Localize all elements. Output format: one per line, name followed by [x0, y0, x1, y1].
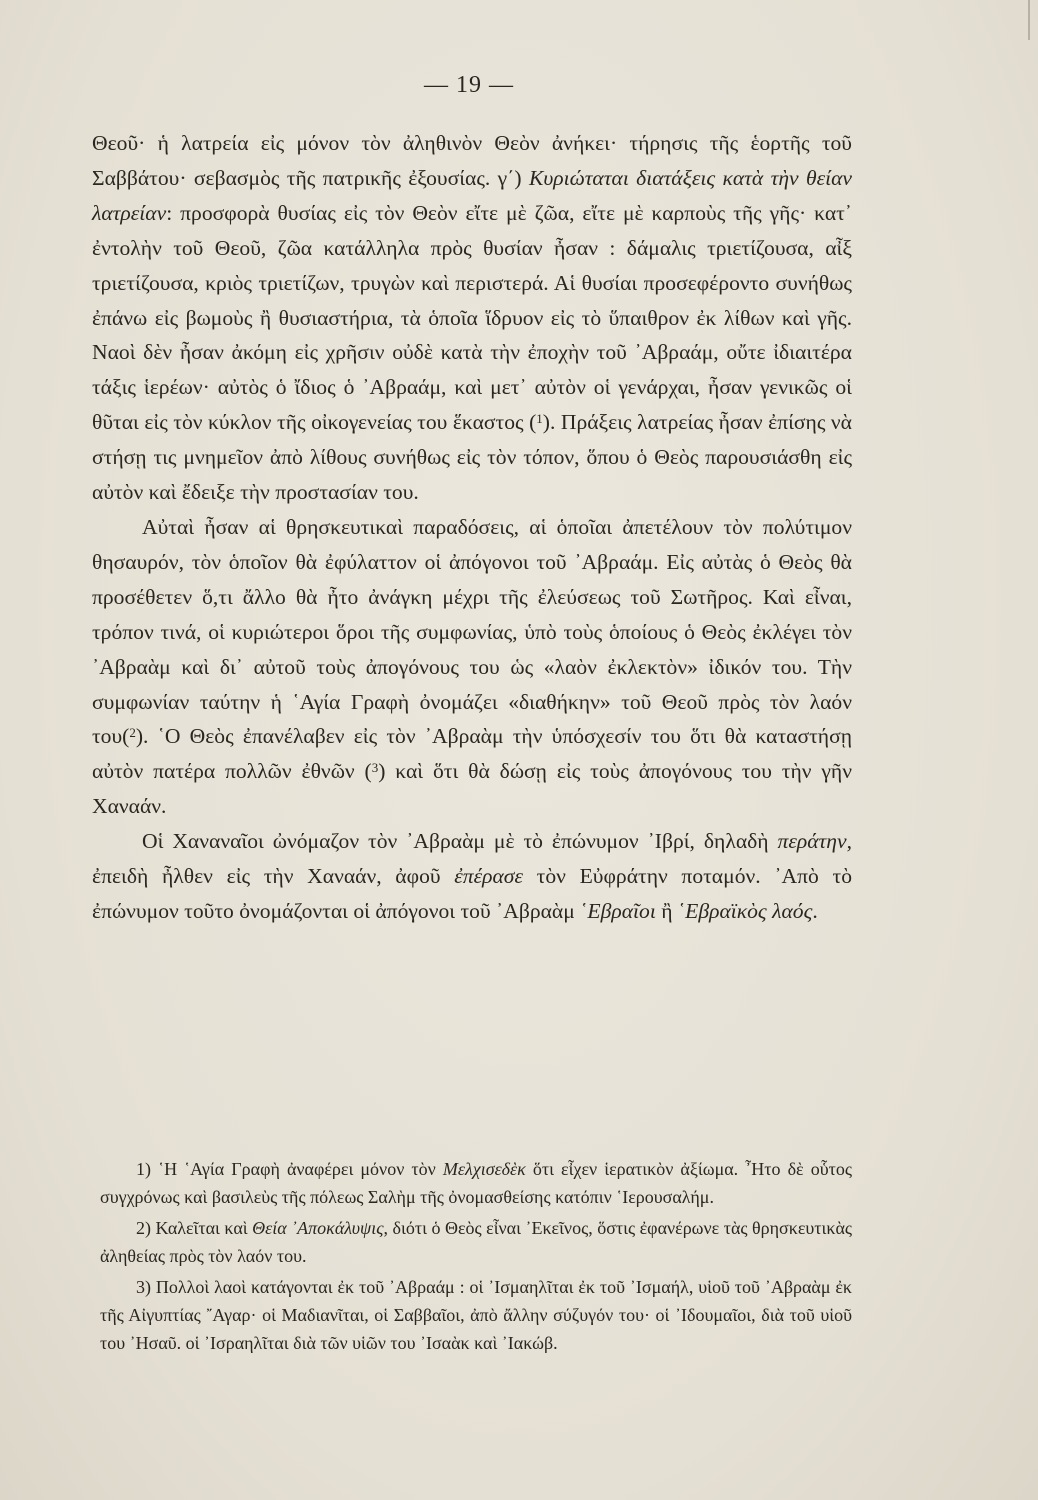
paragraph-3-italic-eperase: ἐπέρασε — [454, 864, 523, 889]
footnote-ref-2: 2 — [129, 725, 136, 741]
footnotes — [100, 1156, 852, 1361]
main-text — [92, 126, 852, 929]
paragraph-3-text-g: ἢ — [655, 898, 678, 923]
paragraph-3-italic-hebraioi: ῾Εβραῖοι — [580, 898, 656, 923]
footnote-1-italic: Μελχισεδὲκ — [442, 1159, 526, 1179]
footnote-2-text-a: 2) Καλεῖται καὶ — [136, 1218, 253, 1239]
footnote-1-text-a: 1) ῾Η ῾Αγία Γραφὴ ἀναφέρει μόνον τὸν — [136, 1159, 443, 1179]
paragraph-2-text-b: ). ῾Ο Θεὸς ἐπανέλαβεν εἰς τὸν ᾿Αβραὰμ τὴν ὑπόσχεσίν του ὅτι θὰ καταστήσῃ αὐτὸν πατέρα πολλῶν ἐθνῶν ( — [92, 724, 852, 784]
paragraph-1 — [92, 126, 852, 510]
paragraph-2 — [92, 510, 852, 824]
footnote-2-italic: Θεία ᾿Αποκάλυψις — [252, 1218, 384, 1239]
footnote-3 — [100, 1274, 852, 1357]
footnote-ref-1: 1 — [536, 411, 543, 427]
paragraph-3-italic-hebraikos-laos: ῾Εβραϊκὸς λαός — [677, 898, 813, 923]
paragraph-1-text-a: Θεοῦ· ἡ λατρεία εἰς μόνον τὸν ἀληθινὸν Θεὸν ἀνήκει· τήρησις τῆς ἑορτῆς τοῦ Σαββάτου· σεβασμὸς τῆς πατρικῆς ἐξουσίας. γ΄) — [92, 131, 852, 190]
paragraph-1-italic-heading: Κυριώταται διατάξεις κατὰ τὴν θείαν λατρείαν — [92, 165, 852, 225]
page-edge-mark — [1028, 0, 1030, 40]
footnote-3-text-a: 3) Πολλοὶ λαοὶ κατάγονται ἐκ τοῦ ᾿Αβραάμ : οἱ ᾿Ισμαηλῖται ἐκ τοῦ ᾿Ισμαήλ, υἱοῦ τοῦ ᾿Αβραὰμ ἐκ τῆς Αἰγυπτίας ῎Αγαρ· οἱ Μαδιανῖται, οἱ Σαββαῖοι, ἀπὸ ἄλλην σύζυγόν του· οἱ ᾿Ιδουμαῖοι, διὰ τοῦ υἱοῦ του ᾿Ησαῦ. οἱ ᾿Ισραηλῖται διὰ τῶν υἱῶν του ᾿Ισαὰκ καὶ ᾿Ιακώβ. — [100, 1277, 852, 1353]
paragraph-3-text-e: τὸν Εὐφράτην ποταμόν. ᾿Απὸ τὸ ἐπώνυμον τοῦτο ὀνομάζονται οἱ ἀπόγονοι τοῦ ᾿Αβραὰμ — [92, 864, 852, 923]
paragraph-1-text-d: ). Πράξεις λατρείας ἦσαν ἐπίσης νὰ στήσῃ τις μνημεῖον ἀπὸ λίθους συνήθως εἰς τὸν τόπον, ὅπου ὁ Θεὸς παρουσιάσθη εἰς αὐτὸν καὶ ἔδειξε τὴν προστασίαν του. — [92, 410, 852, 505]
paragraph-3-italic-peraten: περάτην — [777, 829, 847, 854]
page-number: — 19 — — [424, 72, 514, 98]
footnote-1-text-c: ὅτι εἶχεν ἱερατικὸν ἀξίωμα. ῏Ητο δὲ οὗτος συγχρόνως καὶ βασιλεὺς τῆς πόλεως Σαλὴμ τῆς ὀνομασθείσης κατόπιν ῾Ιερουσαλήμ. — [100, 1159, 852, 1207]
paragraph-2-text-c: ) καὶ ὅτι θὰ δώσῃ εἰς τοὺς ἀπογόνους του τὴν γῆν Χαναάν. — [92, 759, 852, 819]
paragraph-3-text-c: , ἐπειδὴ ἦλθεν εἰς τὴν Χαναάν, ἀφοῦ — [92, 829, 852, 889]
footnote-2 — [100, 1215, 852, 1270]
paragraph-3-text-a: Οἱ Χαναναῖοι ὠνόμαζον τὸν ᾿Αβραὰμ μὲ τὸ ἐπώνυμον ᾿Ιβρί, δηλαδὴ — [142, 829, 778, 854]
footnote-1 — [100, 1156, 852, 1211]
paragraph-3 — [92, 824, 852, 929]
footnote-ref-3: 3 — [371, 760, 379, 776]
paragraph-3-text-i: . — [812, 898, 818, 923]
paragraph-1-text-c: : προσφορὰ θυσίας εἰς τὸν Θεὸν εἴτε μὲ ζῶα, εἴτε μὲ καρποὺς τῆς γῆς· κατ᾽ ἐντολὴν τοῦ Θεοῦ, ζῶα κατάλληλα πρὸς θυσίαν ἦσαν : δάμαλις τριετίζουσα, αἶξ τριετίζουσα, κριὸς τριετίζων, τρυγὼν καὶ περιστερά. Αἱ θυσίαι προσεφέροντο συνήθως ἐπάνω εἰς βωμοὺς ἢ θυσιαστήρια, τὰ ὁποῖα ἵδρυον εἰς τὸ ὕπαιθρον ἐκ λίθων καὶ γῆς. Ναοὶ δὲν ἦσαν ἀκόμη εἰς χρῆσιν οὐδὲ κατὰ τὴν ἐποχὴν τοῦ ᾿Αβραάμ, οὔτε ἰδιαιτέρα τάξις ἱερέων· αὐτὸς ὁ ἴδιος ὁ ᾿Αβραάμ, καὶ μετ᾽ αὐτὸν οἱ γενάρχαι, ἦσαν γενικῶς οἱ θῦται εἰς τὸν κύκλον τῆς οἰκογενείας του ἕκαστος ( — [92, 200, 852, 435]
footnote-2-text-c: , διότι ὁ Θεὸς εἶναι ᾿Εκεῖνος, ὅστις ἐφανέρωνε τὰς θρησκευτικὰς ἀληθείας πρὸς τὸν λαόν του. — [100, 1218, 853, 1266]
paragraph-2-text-a: Αὐταὶ ἦσαν αἱ θρησκευτικαὶ παραδόσεις, αἱ ὁποῖαι ἀπετέλουν τὸν πολύτιμον θησαυρόν, τὸν ὁποῖον θὰ ἐφύλαττον οἱ ἀπόγονοι τοῦ ᾿Αβραάμ. Εἰς αὐτὰς ὁ Θεὸς θὰ προσέθετεν ὅ,τι ἄλλο θὰ ἦτο ἀνάγκη μέχρι τῆς ἐλεύσεως τοῦ Σωτῆρος. Καὶ εἶναι, τρόπον τινά, οἱ κυριώτεροι ὅροι τῆς συμφωνίας, ὑπὸ τοὺς ὁποίους ὁ Θεὸς ἐκλέγει τὸν ᾿Αβραὰμ καὶ δι᾽ αὐτοῦ τοὺς ἀπογόνους του ὡς «λαὸν ἐκλεκτὸν» ἰδικόν του. Τὴν συμφωνίαν ταύτην ἡ ῾Αγία Γραφὴ ὀνομάζει «διαθήκην» τοῦ Θεοῦ πρὸς τὸν λαόν του( — [92, 514, 852, 749]
